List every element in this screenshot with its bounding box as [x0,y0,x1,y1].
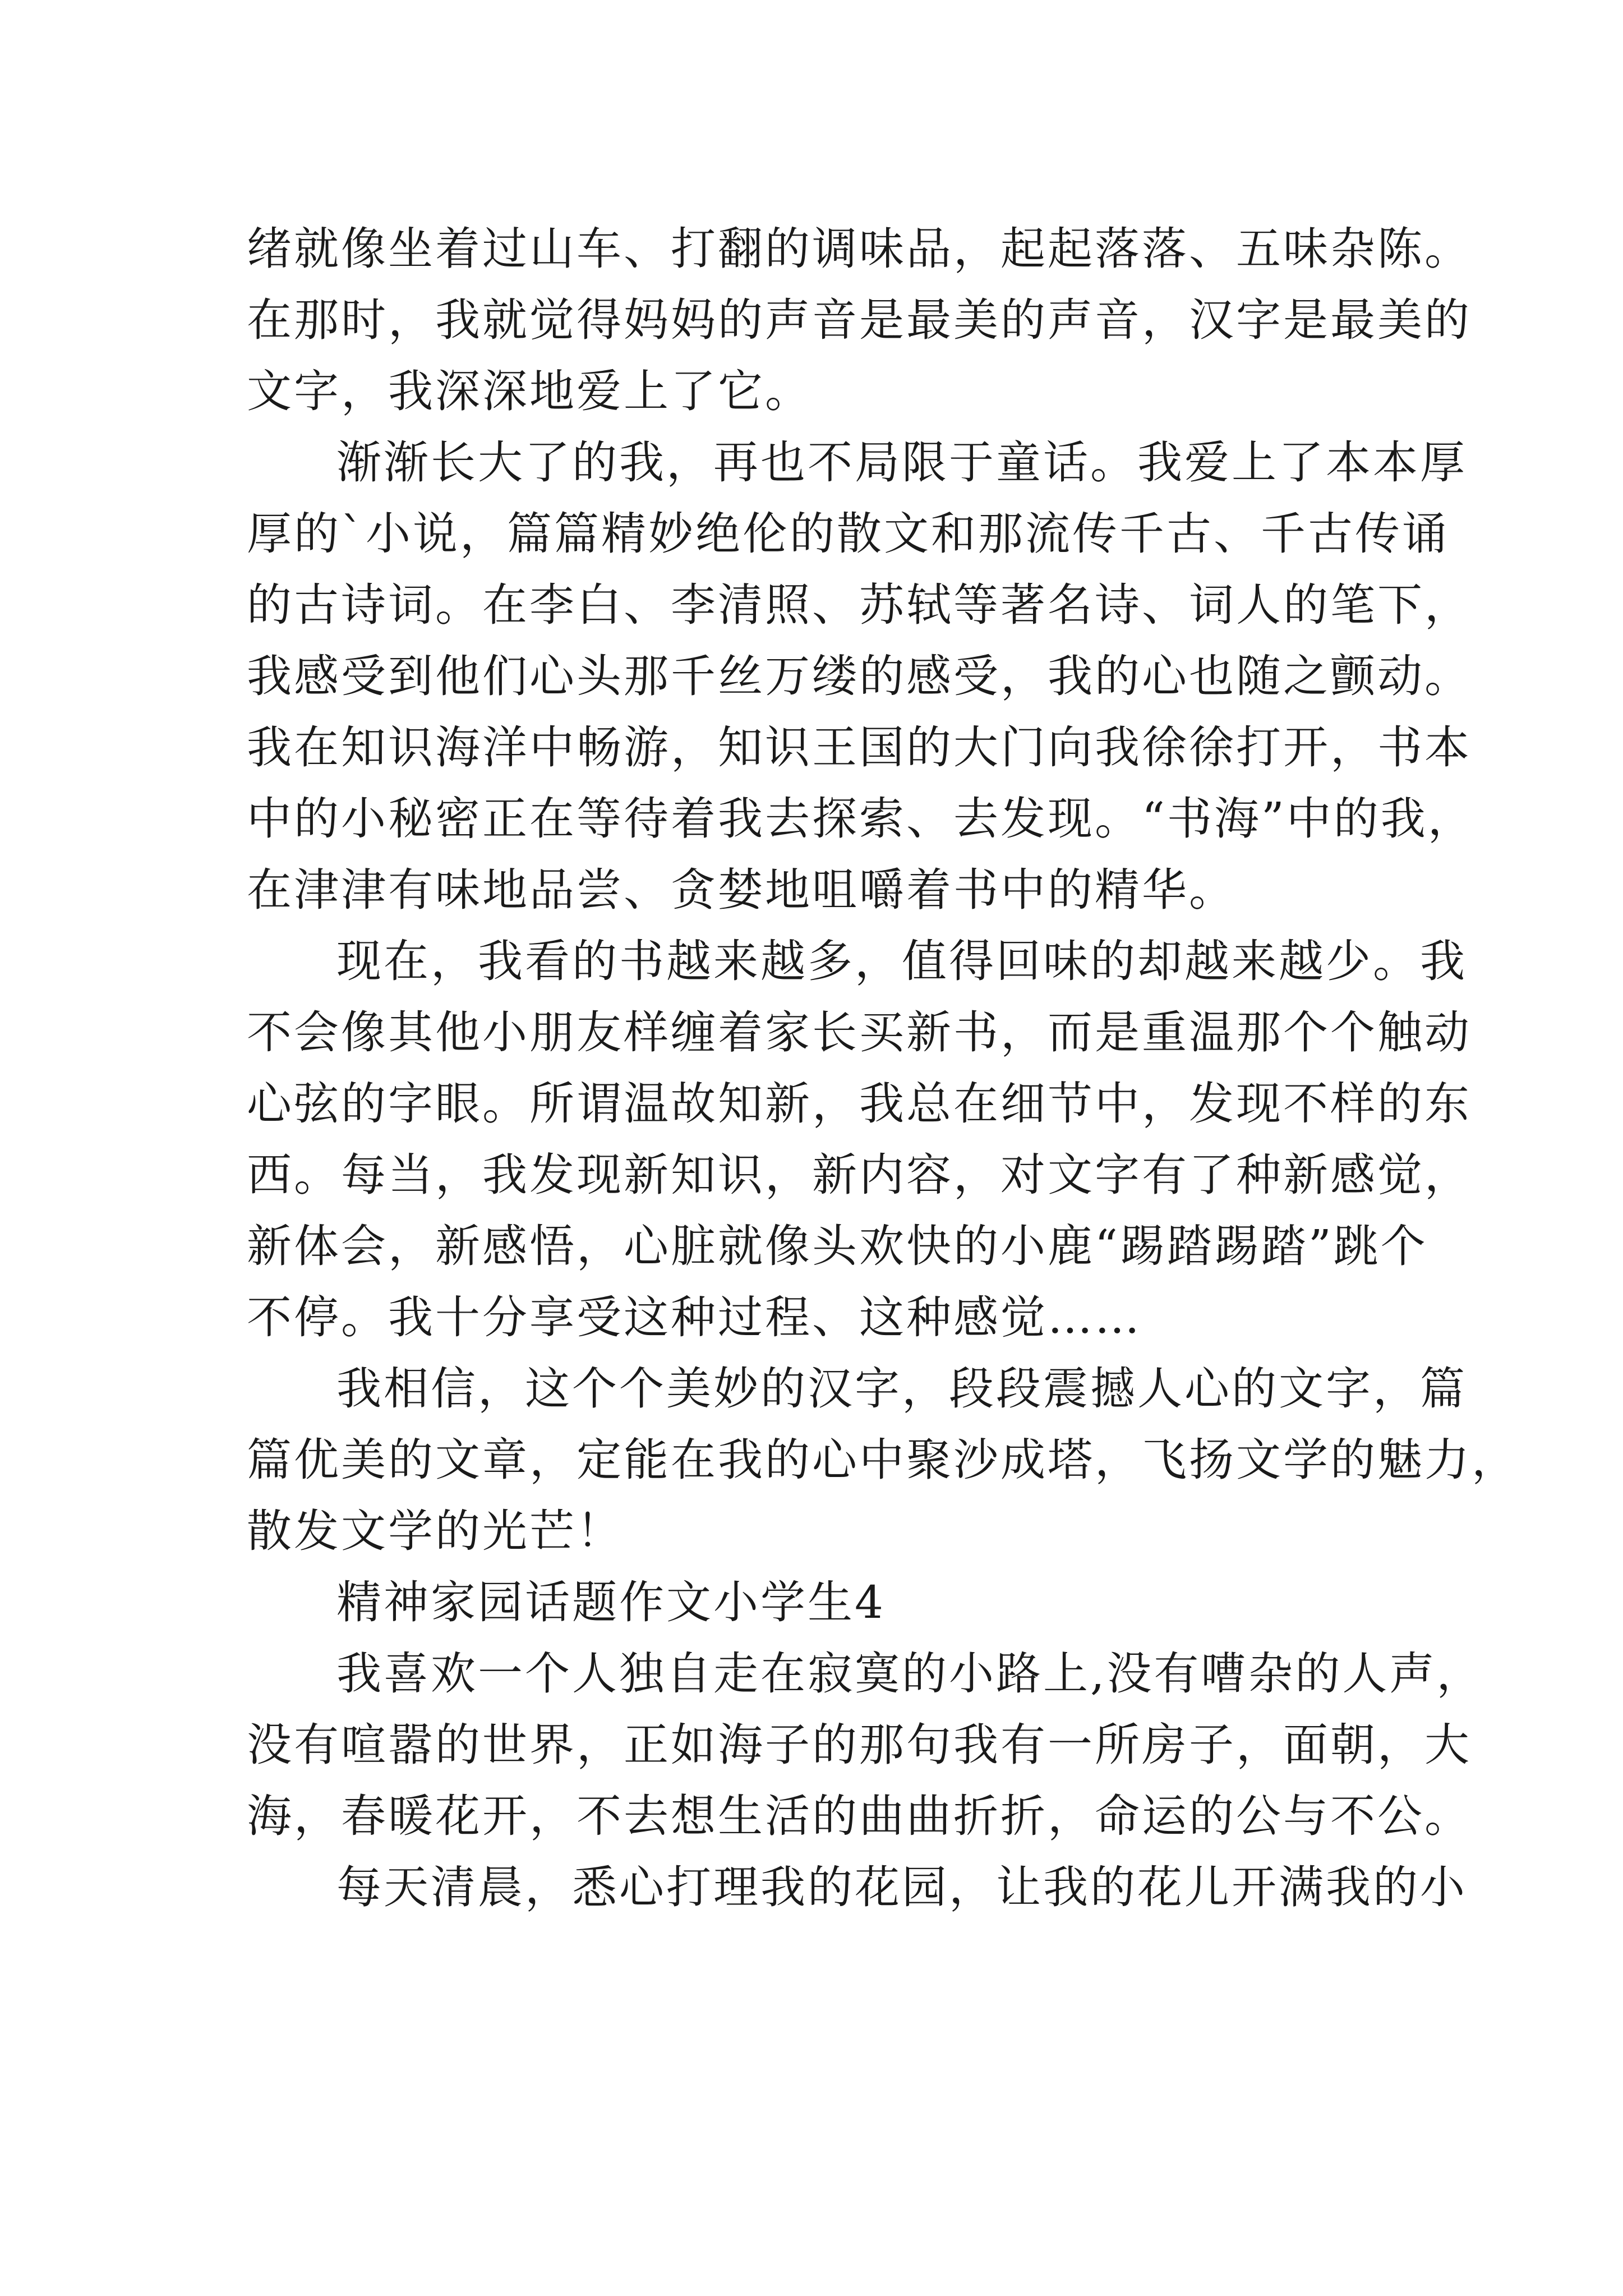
text-line: 我在知识海洋中畅游，知识王国的大门向我徐徐打开，书本 [247,721,1472,774]
text-line: 在那时，我就觉得妈妈的声音是最美的声音，汉字是最美的 [247,294,1472,346]
text-line: 没有喧嚣的世界，正如海子的那句我有一所房子，面朝，大 [247,1719,1472,1771]
text-line: 篇优美的文章，定能在我的心中聚沙成塔，飞扬文学的魅力， [247,1434,1519,1486]
text-line: 文字，我深深地爱上了它。 [247,365,812,417]
paragraph-first-line: 我喜欢一个人独自走在寂寞的小路上,没有嘈杂的人声， [336,1648,1484,1700]
text-line: 厚的`小说，篇篇精妙绝伦的散文和那流传千古、千古传诵 [247,508,1449,560]
text-line: 的古诗词。在李白、李清照、苏轼等著名诗、词人的笔下， [247,579,1472,631]
text-line: 心弦的字眼。所谓温故知新，我总在细节中，发现不样的东 [247,1078,1472,1130]
text-line: 西。每当，我发现新知识，新内容，对文字有了种新感觉， [247,1149,1472,1201]
paragraph-first-line: 我相信，这个个美妙的汉字，段段震撼人心的文字，篇 [336,1363,1467,1415]
text-line: 我感受到他们心头那千丝万缕的感受，我的心也随之颤动。 [247,650,1472,702]
paragraph-first-line: 现在，我看的书越来越多，值得回味的却越来越少。我 [336,935,1467,987]
essay-text [247,213,1519,1923]
text-line: 散发文学的光芒！ [247,1505,624,1557]
text-line: 不会像其他小朋友样缠着家长买新书，而是重温那个个触动 [247,1006,1472,1059]
paragraph-first-line: 每天清晨，悉心打理我的花园，让我的花儿开满我的小 [336,1861,1467,1913]
text-line: 中的小秘密正在等待着我去探索、去发现。“书海”中的我， [247,793,1475,845]
text-line: 不停。我十分享受这种过程、这种感觉…… [247,1291,1142,1343]
text-line: 绪就像坐着过山车、打翻的调味品，起起落落、五味杂陈。 [247,223,1472,275]
paragraph-first-line: 渐渐长大了的我，再也不局限于童话。我爱上了本本厚 [336,436,1467,489]
text-line: 在津津有味地品尝、贪婪地咀嚼着书中的精华。 [247,864,1236,916]
text-line: 海，春暖花开，不去想生活的曲曲折折，命运的公与不公。 [247,1790,1472,1842]
section-heading: 精神家园话题作文小学生4 [336,1576,886,1628]
text-line: 新体会，新感悟，心脏就像头欢快的小鹿“踢踏踢踏”跳个 [247,1220,1428,1272]
